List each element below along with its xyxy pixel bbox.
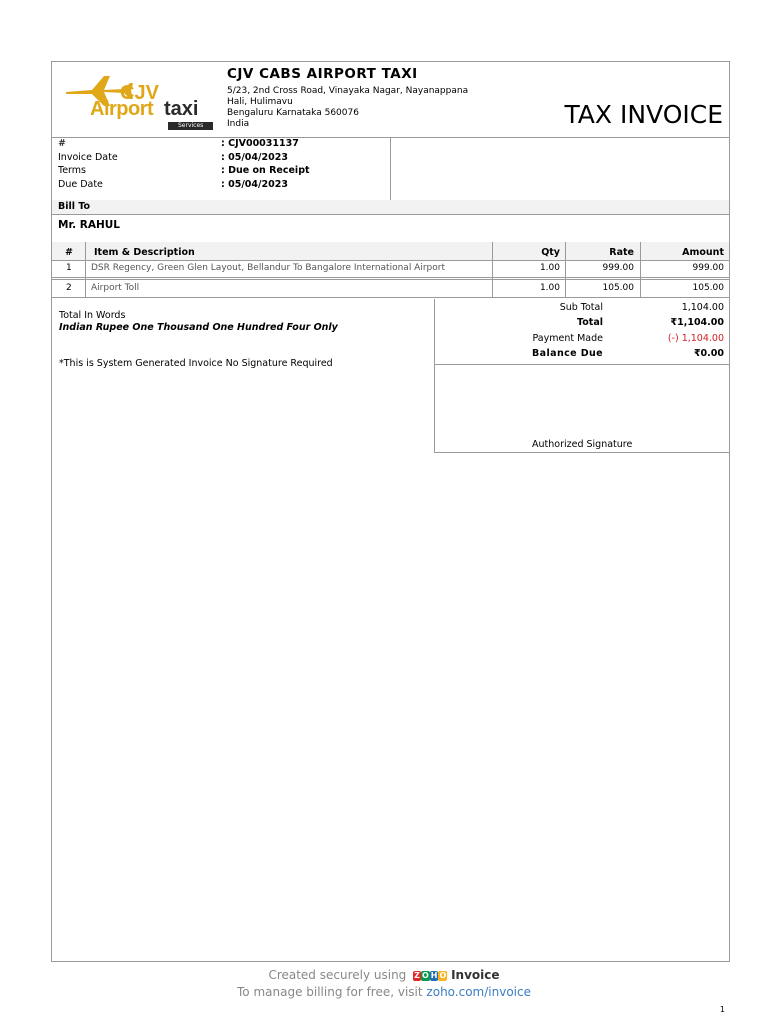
logo-taxi-text: taxi	[164, 98, 199, 120]
invoice-page	[51, 61, 730, 962]
zoho-invoice-link[interactable]: zoho.com/invoice	[426, 985, 531, 999]
footer-manage	[0, 985, 768, 999]
page-number: 1	[719, 1005, 725, 1014]
total-in-words-label: Total In Words	[59, 310, 126, 321]
invoice-meta	[58, 138, 388, 192]
row-amount: 105.00	[692, 283, 724, 293]
meta-label: Terms	[58, 165, 86, 176]
address-line: Hali, Hulimavu	[227, 97, 293, 107]
col-header-item: Item & Description	[94, 247, 195, 258]
meta-label: #	[58, 138, 66, 149]
col-header-amount: Amount	[682, 247, 724, 258]
address-line: 5/23, 2nd Cross Road, Vinayaka Nagar, Nayanappana	[227, 86, 469, 96]
table-row	[52, 261, 729, 277]
bill-to-header	[52, 200, 729, 214]
footer-created	[0, 968, 768, 982]
meta-label: Invoice Date	[58, 151, 118, 163]
document-title: TAX INVOICE	[564, 100, 723, 129]
meta-row	[58, 138, 388, 152]
system-generated-note: *This is System Generated Invoice No Signature Required	[59, 358, 333, 369]
invoice-number: : CJV00031137	[221, 138, 299, 149]
row-description: Airport Toll	[91, 283, 140, 293]
row-num: 1	[66, 263, 72, 273]
row-rate: 999.00	[602, 263, 634, 273]
due-date: : 05/04/2023	[221, 178, 288, 190]
total-value: ₹1,104.00	[670, 317, 724, 328]
row-amount: 999.00	[692, 263, 724, 273]
customer-name: Mr. RAHUL	[58, 219, 120, 231]
meta-row	[58, 152, 388, 166]
totals-section	[434, 300, 729, 364]
balance-due-value: ₹0.00	[693, 348, 724, 359]
col-header-num: #	[65, 247, 73, 258]
table-row	[52, 280, 729, 297]
bill-to-heading: Bill To	[58, 201, 91, 212]
company-name: CJV CABS AIRPORT TAXI	[227, 66, 418, 82]
row-qty: 1.00	[539, 263, 560, 273]
footer-manage-text: To manage billing for free, visit	[237, 985, 423, 999]
meta-row	[58, 179, 388, 193]
address-line: India	[227, 119, 250, 129]
total-in-words-value: Indian Rupee One Thousand One Hundred Four Only	[59, 322, 338, 333]
zoho-logo-icon[interactable]: Z O H O	[414, 971, 447, 980]
row-qty: 1.00	[539, 283, 560, 293]
meta-label: Due Date	[58, 178, 103, 190]
logo-cjv-text: CJV	[120, 82, 159, 104]
invoice-date: : 05/04/2023	[221, 151, 288, 163]
row-description: DSR Regency, Green Glen Layout, Bellandur To Bangalore International Airport	[91, 263, 445, 273]
address-line: Bengaluru Karnataka 560076	[227, 108, 359, 118]
items-table	[52, 242, 729, 299]
table-header	[52, 242, 729, 260]
balance-due-label: Balance Due	[532, 348, 603, 359]
col-header-rate: Rate	[609, 247, 634, 258]
payment-made-value: (-) 1,104.00	[667, 333, 724, 344]
zoho-invoice-brand[interactable]: Invoice	[451, 968, 500, 982]
company-logo	[62, 70, 212, 130]
row-num: 2	[66, 283, 72, 293]
logo-airport-text: Airport	[90, 98, 154, 120]
col-header-qty: Qty	[541, 247, 560, 258]
total-label: Total	[577, 317, 603, 328]
authorized-signature-label: Authorized Signature	[532, 439, 633, 450]
invoice-terms: : Due on Receipt	[221, 165, 310, 176]
payment-made-label: Payment Made	[532, 333, 603, 344]
sub-total-label: Sub Total	[559, 302, 603, 313]
row-rate: 105.00	[602, 283, 634, 293]
logo-services-badge: Services	[168, 122, 213, 130]
meta-row	[58, 165, 388, 179]
sub-total-value: 1,104.00	[681, 302, 724, 313]
company-address	[227, 86, 468, 130]
footer-created-text: Created securely using	[268, 968, 407, 982]
